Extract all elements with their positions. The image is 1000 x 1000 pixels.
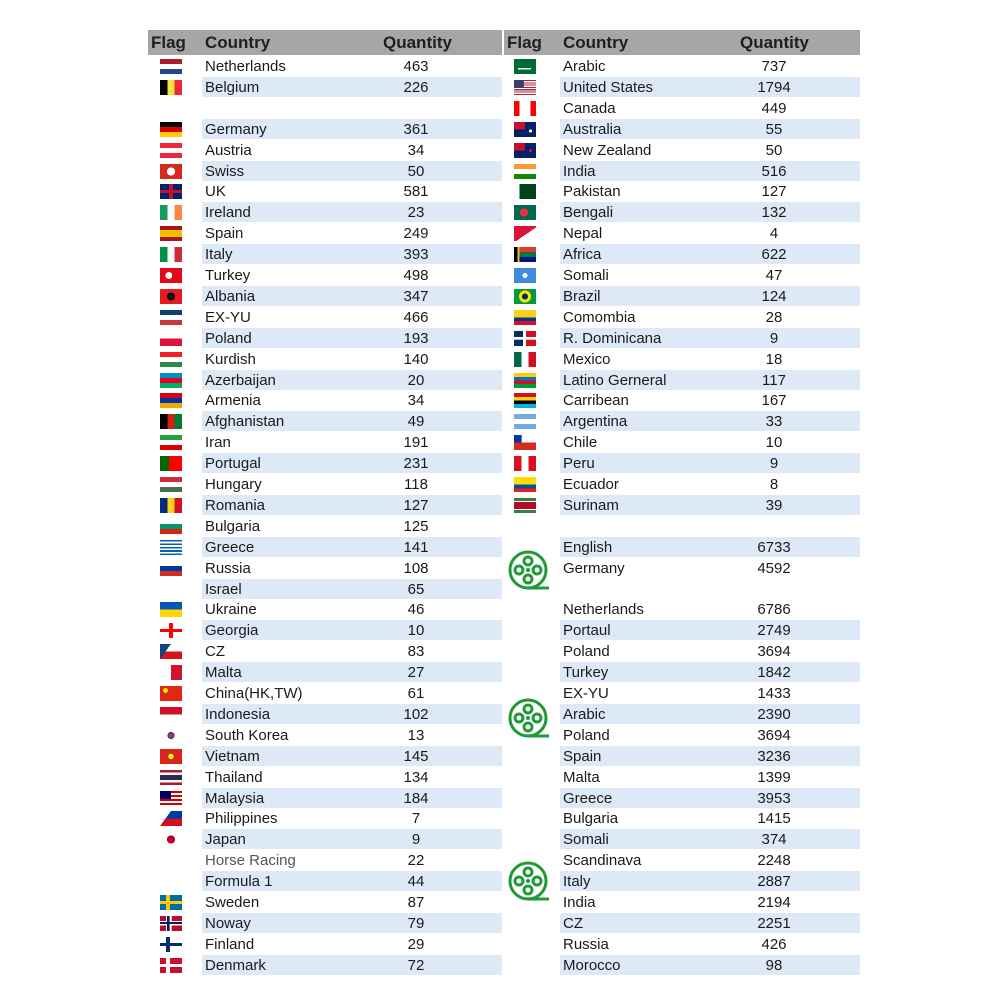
country-name: Brazil <box>563 288 601 305</box>
country-name: EX-YU <box>563 685 609 702</box>
country-name: Israel <box>205 581 242 598</box>
left-table-row <box>202 579 502 599</box>
country-name: Somali <box>563 831 609 848</box>
netherlands-flag-icon <box>160 59 182 74</box>
left-header-quantity: Quantity <box>383 33 452 52</box>
country-name: Pakistan <box>563 183 621 200</box>
country-name: Philippines <box>205 810 278 827</box>
film-reel-icon <box>507 860 551 904</box>
country-name: Ecuador <box>563 476 619 493</box>
mexico-flag-icon <box>514 352 536 367</box>
afghanistan-flag-icon <box>160 414 182 429</box>
country-name: Kurdish <box>205 351 256 368</box>
quantity-value: 23 <box>407 204 425 221</box>
left-table-row <box>202 161 502 181</box>
country-name: Malta <box>563 769 600 786</box>
quantity-value: 72 <box>407 957 425 974</box>
country-name: Vietnam <box>205 748 260 765</box>
quantity-value: 34 <box>407 392 425 409</box>
left-header-country: Country <box>205 33 271 52</box>
chile-flag-icon <box>514 435 536 450</box>
country-name: Arabic <box>563 58 606 75</box>
country-name: Afghanistan <box>205 413 285 430</box>
country-name: Mexico <box>563 351 611 368</box>
country-name: Turkey <box>563 664 609 681</box>
left-table-row <box>202 662 502 682</box>
country-name: Peru <box>563 455 595 472</box>
vietnam-flag-icon <box>160 749 182 764</box>
country-name: Ukraine <box>205 601 257 618</box>
suriname-flag-icon <box>514 498 536 513</box>
hungary-flag-icon <box>160 477 182 492</box>
saudi-flag-icon <box>514 59 536 74</box>
quantity-value: 1433 <box>757 685 791 702</box>
quantity-value: 39 <box>765 497 783 514</box>
new-zealand-flag-icon <box>514 143 536 158</box>
quantity-value: 18 <box>765 351 783 368</box>
finland-flag-icon <box>160 937 182 952</box>
country-name: Horse Racing <box>205 852 296 869</box>
quantity-value: 145 <box>403 748 429 765</box>
greece-flag-icon <box>160 540 182 555</box>
denmark-flag-icon <box>160 958 182 973</box>
quantity-value: 7 <box>411 810 421 827</box>
brazil-flag-icon <box>514 289 536 304</box>
country-name: Nepal <box>563 225 603 242</box>
country-name: Portaul <box>563 622 611 639</box>
quantity-value: 2194 <box>757 894 791 911</box>
country-name: Netherlands <box>205 58 286 75</box>
quantity-value: 1842 <box>757 664 791 681</box>
country-name: Formula 1 <box>205 873 273 890</box>
indonesia-flag-icon <box>160 707 182 722</box>
quantity-value: 581 <box>403 183 429 200</box>
country-name: Thailand <box>205 769 263 786</box>
quantity-value: 2749 <box>757 622 791 639</box>
country-name: Spain <box>563 748 602 765</box>
quantity-value: 102 <box>403 706 429 723</box>
switzerland-flag-icon <box>160 164 182 179</box>
country-name: Carribean <box>563 392 629 409</box>
country-name: EX-YU <box>205 309 251 326</box>
china-flag-icon <box>160 686 182 701</box>
country-name: Spain <box>205 225 244 242</box>
quantity-value: 13 <box>407 727 425 744</box>
quantity-value: 2390 <box>757 706 791 723</box>
quantity-value: 361 <box>403 121 429 138</box>
left-table-row <box>202 244 502 264</box>
country-name: Austria <box>205 142 252 159</box>
quantity-value: 50 <box>407 163 425 180</box>
country-name: Scandinava <box>563 852 642 869</box>
quantity-value: 124 <box>761 288 787 305</box>
bangladesh-flag-icon <box>514 205 536 220</box>
left-header-flag: Flag <box>151 33 186 52</box>
country-name: Arabic <box>563 706 606 723</box>
iran-flag-icon <box>160 435 182 450</box>
quantity-value: 55 <box>765 121 783 138</box>
country-name: China(HK,TW) <box>205 685 303 702</box>
philippines-flag-icon <box>160 811 182 826</box>
country-name: Somali <box>563 267 609 284</box>
pakistan-flag-icon <box>514 184 536 199</box>
country-name: Ireland <box>205 204 251 221</box>
quantity-value: 3694 <box>757 643 791 660</box>
quantity-value: 9 <box>769 330 779 347</box>
quantity-value: 9 <box>769 455 779 472</box>
quantity-value: 1794 <box>757 79 791 96</box>
left-table-row <box>202 829 502 849</box>
country-name: Comombia <box>563 309 636 326</box>
country-name: Bulgaria <box>205 518 261 535</box>
kurdish-flag-icon <box>160 352 182 367</box>
quantity-value: 2248 <box>757 852 791 869</box>
right-header-flag: Flag <box>507 33 542 52</box>
quantity-value: 374 <box>761 831 787 848</box>
quantity-value: 47 <box>765 267 783 284</box>
quantity-value: 737 <box>761 58 787 75</box>
quantity-value: 34 <box>407 142 425 159</box>
austria-flag-icon <box>160 143 182 158</box>
country-name: South Korea <box>205 727 289 744</box>
quantity-value: 22 <box>407 852 425 869</box>
country-name: Surinam <box>563 497 619 514</box>
spain-flag-icon <box>160 226 182 241</box>
right-header-country: Country <box>563 33 629 52</box>
italy-flag-icon <box>160 247 182 262</box>
country-name: Portugal <box>205 455 261 472</box>
ecuador-flag-icon <box>514 477 536 492</box>
right-table-row <box>560 286 860 306</box>
portugal-flag-icon <box>160 456 182 471</box>
romania-flag-icon <box>160 498 182 513</box>
right-table-row <box>560 161 860 181</box>
malta-flag-icon <box>160 665 182 680</box>
quantity-value: 61 <box>407 685 425 702</box>
country-name: Japan <box>205 831 246 848</box>
caribbean-flag-icon <box>514 393 536 408</box>
quantity-value: 3694 <box>757 727 791 744</box>
country-name: Netherlands <box>563 601 644 618</box>
quantity-value: 193 <box>403 330 429 347</box>
quantity-value: 134 <box>403 769 429 786</box>
peru-flag-icon <box>514 456 536 471</box>
country-name: Greece <box>205 539 255 556</box>
quantity-value: 108 <box>403 560 429 577</box>
australia-flag-icon <box>514 122 536 137</box>
quantity-value: 79 <box>407 915 425 932</box>
quantity-value: 127 <box>761 183 787 200</box>
dominican-flag-icon <box>514 331 536 346</box>
quantity-value: 132 <box>761 204 787 221</box>
country-name: Belgium <box>205 79 260 96</box>
country-name: United States <box>563 79 654 96</box>
quantity-value: 226 <box>403 79 429 96</box>
right-table-row <box>560 223 860 243</box>
country-name: Noway <box>205 915 251 932</box>
country-name: Africa <box>563 246 602 263</box>
country-name: Poland <box>205 330 252 347</box>
quantity-value: 347 <box>403 288 429 305</box>
quantity-value: 8 <box>769 476 779 493</box>
quantity-value: 231 <box>403 455 429 472</box>
quantity-value: 87 <box>407 894 425 911</box>
country-name: Italy <box>205 246 233 263</box>
quantity-value: 2887 <box>757 873 791 890</box>
left-table-row <box>202 223 502 243</box>
country-name: Turkey <box>205 267 251 284</box>
film-reel-icon <box>507 549 551 593</box>
country-name: Russia <box>205 560 251 577</box>
quantity-value: 3953 <box>757 790 791 807</box>
country-name: Poland <box>563 643 610 660</box>
country-name: India <box>563 894 596 911</box>
quantity-value: 46 <box>407 601 425 618</box>
quantity-value: 3236 <box>757 748 791 765</box>
quantity-value: 65 <box>407 581 425 598</box>
country-name: Sweden <box>205 894 260 911</box>
country-name: Australia <box>563 121 622 138</box>
quantity-value: 167 <box>761 392 787 409</box>
country-name: Iran <box>205 434 231 451</box>
right-table-row <box>560 244 860 264</box>
ireland-flag-icon <box>160 205 182 220</box>
quantity-value: 2251 <box>757 915 791 932</box>
quantity-value: 141 <box>403 539 429 556</box>
quantity-value: 49 <box>407 413 425 430</box>
quantity-value: 9 <box>411 831 421 848</box>
country-name: English <box>563 539 613 556</box>
colombia-flag-icon <box>514 310 536 325</box>
right-table-row <box>560 432 860 452</box>
quantity-value: 118 <box>404 476 428 493</box>
usa-flag-icon <box>514 80 536 95</box>
country-name: UK <box>205 183 226 200</box>
country-name: New Zealand <box>563 142 652 159</box>
country-name: Greece <box>563 790 613 807</box>
country-name: Canada <box>563 100 616 117</box>
belgium-flag-icon <box>160 80 182 95</box>
quantity-value: 20 <box>407 372 425 389</box>
country-name: Hungary <box>205 476 262 493</box>
armenia-flag-icon <box>160 393 182 408</box>
quantity-value: 516 <box>761 163 787 180</box>
south-africa-flag-icon <box>514 247 536 262</box>
quantity-value: 622 <box>761 246 787 263</box>
thailand-flag-icon <box>160 770 182 785</box>
country-name: Poland <box>563 727 610 744</box>
quantity-value: 29 <box>407 936 425 953</box>
quantity-value: 4592 <box>757 560 791 577</box>
quantity-value: 191 <box>403 434 429 451</box>
country-name: CZ <box>205 643 225 660</box>
country-name: Azerbaijan <box>205 372 276 389</box>
country-name: Chile <box>563 434 598 451</box>
quantity-value: 140 <box>403 351 429 368</box>
argentina-flag-icon <box>514 414 536 429</box>
albania-flag-icon <box>160 289 182 304</box>
quantity-value: 6733 <box>757 539 791 556</box>
quantity-value: 1399 <box>757 769 791 786</box>
somalia-flag-icon <box>514 268 536 283</box>
right-header-quantity: Quantity <box>740 33 809 52</box>
country-name: Malta <box>205 664 242 681</box>
norway-flag-icon <box>160 916 182 931</box>
country-name: Romania <box>205 497 266 514</box>
country-name: Indonesia <box>205 706 271 723</box>
quantity-value: 33 <box>765 413 783 430</box>
germany-flag-icon <box>160 122 182 137</box>
quantity-value: 463 <box>403 58 429 75</box>
left-table-row <box>202 432 502 452</box>
quantity-value: 249 <box>403 225 429 242</box>
right-table-row <box>560 746 860 766</box>
quantity-value: 117 <box>762 372 786 389</box>
country-name: Germany <box>563 560 625 577</box>
country-name: Albania <box>205 288 256 305</box>
country-name: Morocco <box>563 957 621 974</box>
quantity-value: 1415 <box>757 810 791 827</box>
quantity-value: 6786 <box>757 601 791 618</box>
quantity-value: 4 <box>769 225 779 242</box>
turkey-flag-icon <box>160 268 182 283</box>
quantity-value: 27 <box>407 664 425 681</box>
canada-flag-icon <box>514 101 536 116</box>
country-name: Italy <box>563 873 591 890</box>
country-name: Denmark <box>205 957 266 974</box>
quantity-value: 125 <box>403 518 429 535</box>
country-name: Georgia <box>205 622 259 639</box>
quantity-value: 184 <box>403 790 429 807</box>
ukraine-flag-icon <box>160 602 182 617</box>
quantity-value: 10 <box>765 434 783 451</box>
country-name: Latino Gerneral <box>563 372 667 389</box>
country-name: India <box>563 163 596 180</box>
south-korea-flag-icon <box>160 728 182 743</box>
quantity-value: 426 <box>761 936 787 953</box>
quantity-value: 50 <box>765 142 783 159</box>
bulgaria-flag-icon <box>160 519 182 534</box>
quantity-value: 44 <box>407 873 425 890</box>
japan-flag-icon <box>160 832 182 847</box>
quantity-value: 10 <box>407 622 425 639</box>
georgia-flag-icon <box>160 623 182 638</box>
right-table-row <box>560 767 860 787</box>
country-name: Bengali <box>563 204 614 221</box>
quantity-value: 498 <box>403 267 429 284</box>
india-flag-icon <box>514 164 536 179</box>
right-table-row <box>560 892 860 912</box>
sweden-flag-icon <box>160 895 182 910</box>
country-name: Germany <box>205 121 267 138</box>
film-reel-icon <box>507 697 551 741</box>
country-name: Swiss <box>205 163 245 180</box>
quantity-value: 98 <box>765 957 783 974</box>
ex-yu-flag-icon <box>160 310 182 325</box>
russia-flag-icon <box>160 561 182 576</box>
nepal-flag-icon <box>514 226 536 241</box>
quantity-value: 127 <box>403 497 429 514</box>
uk-flag-icon <box>160 184 182 199</box>
left-table-row <box>202 641 502 661</box>
country-name: Russia <box>563 936 609 953</box>
country-name: Bulgaria <box>563 810 619 827</box>
czech-flag-icon <box>160 644 182 659</box>
country-name: R. Dominicana <box>563 330 662 347</box>
right-table-row <box>560 871 860 891</box>
country-name: Finland <box>205 936 255 953</box>
quantity-value: 83 <box>407 643 425 660</box>
right-table-row <box>560 913 860 933</box>
country-name: CZ <box>563 915 583 932</box>
country-name: Armenia <box>205 392 261 409</box>
left-table-row <box>202 181 502 201</box>
right-table-row <box>560 453 860 473</box>
country-name: Malaysia <box>205 790 265 807</box>
quantity-value: 466 <box>403 309 429 326</box>
country-name: Argentina <box>563 413 628 430</box>
quantity-value: 28 <box>765 309 783 326</box>
azerbaijan-flag-icon <box>160 373 182 388</box>
malaysia-flag-icon <box>160 791 182 806</box>
quantity-value: 393 <box>403 246 429 263</box>
poland-flag-icon <box>160 331 182 346</box>
latino-flag-icon <box>514 373 536 388</box>
quantity-value: 449 <box>761 100 787 117</box>
